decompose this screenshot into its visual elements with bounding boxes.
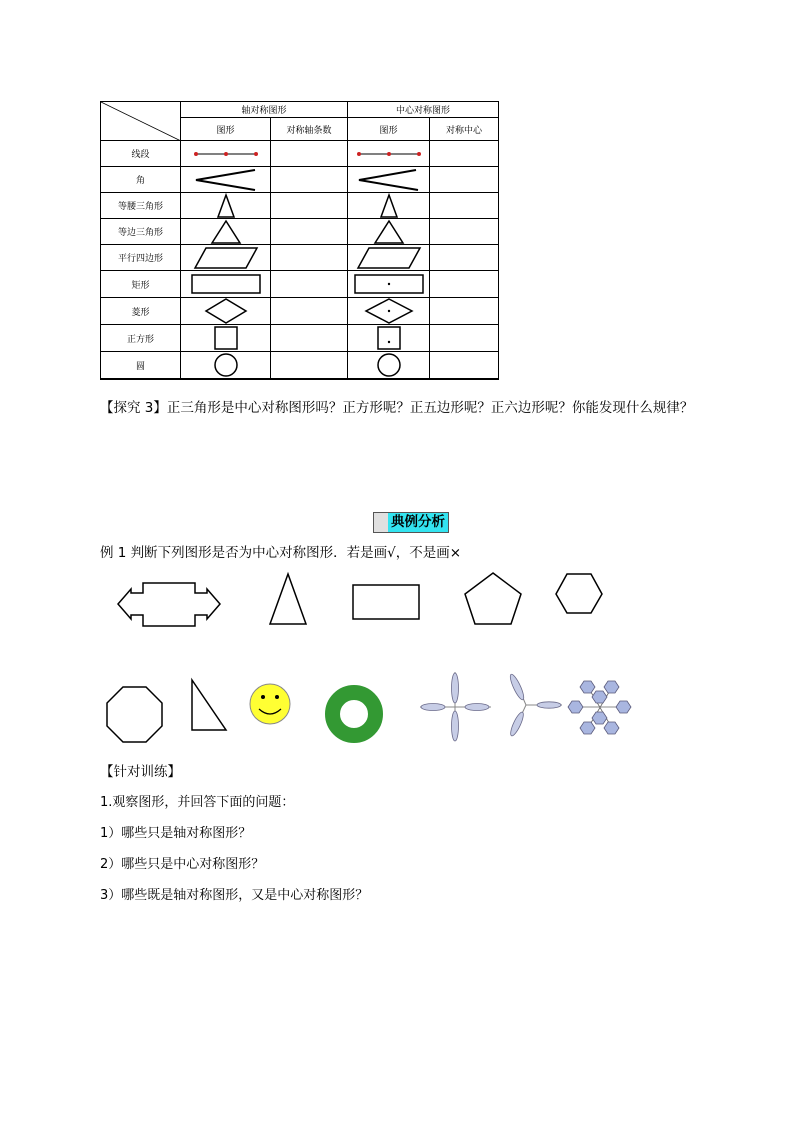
example-1-text: 例 1 判断下列图形是否为中心对称图形．若是画√，不是画× [100, 545, 462, 561]
smiley-icon [250, 684, 290, 724]
header-axis-shape: 图形 [181, 118, 271, 141]
question-intro: 1.观察图形，并回答下面的问题： [100, 795, 295, 810]
explore-3-text: 【探究 3】正三角形是中心对称图形吗？正方形呢？正五边形呢？正六边形呢？你能发现什么规律？ [100, 400, 694, 416]
header-center-symmetry: 中心对称图形 [348, 102, 499, 118]
octagon-icon [107, 687, 162, 742]
header-center-shape: 图形 [348, 118, 430, 141]
row-label-rectangle: 矩形 [101, 271, 181, 298]
pentagon-icon [465, 573, 521, 624]
row-label-rhombus: 菱形 [101, 298, 181, 325]
training-title: 【针对训练】 [100, 764, 181, 780]
header-axis-symmetry: 轴对称图形 [181, 102, 348, 118]
row-label-equilateral: 等边三角形 [101, 219, 181, 245]
ring-icon [333, 693, 376, 736]
row-label-segment: 线段 [101, 141, 181, 167]
section-title: 典例分析 [388, 513, 448, 532]
row-label-isosceles: 等腰三角形 [101, 193, 181, 219]
header-axis-count: 对称轴条数 [271, 118, 348, 141]
question-2: 2）哪些只是中心对称图形？ [100, 857, 265, 872]
rectangle-icon [353, 585, 419, 619]
triangle-icon [270, 574, 306, 624]
four-petal-icon [420, 672, 491, 741]
hexagon-icon [556, 574, 602, 613]
row-label-parallelogram: 平行四边形 [101, 245, 181, 271]
question-1: 1）哪些只是轴对称图形？ [100, 826, 252, 841]
row-label-square: 正方形 [101, 325, 181, 352]
hexagon-flower-icon [568, 681, 631, 734]
header-center-point: 对称中心 [430, 118, 499, 141]
double-arrow-icon [118, 583, 220, 626]
question-3: 3）哪些既是轴对称图形，又是中心对称图形？ [100, 888, 369, 903]
right-triangle-icon [192, 680, 226, 730]
row-label-circle: 圆 [101, 352, 181, 380]
three-petal-icon [508, 673, 562, 737]
row-label-angle: 角 [101, 167, 181, 193]
